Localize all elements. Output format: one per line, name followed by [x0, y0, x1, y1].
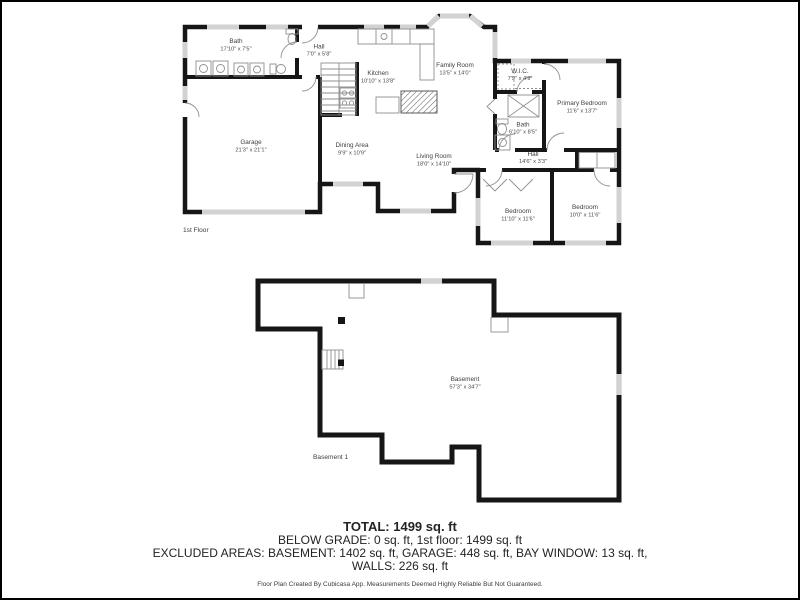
basement-floor-label: Basement 1 — [313, 454, 349, 461]
room-dims-bedroom-right: 10'0" x 11'6" — [569, 212, 601, 219]
basement-details — [322, 284, 508, 370]
room-dims-family-room: 13'5" x 14'0" — [439, 70, 471, 77]
room-dims-wic: 7'9" x 4'9" — [507, 76, 533, 82]
room-name-basement: Basement — [450, 376, 480, 383]
room-name-primary-bedroom: Primary Bedroom — [557, 100, 607, 107]
room-dims-hall-right: 14'6" x 3'3" — [518, 159, 548, 165]
room-name-hall-right: Hall — [527, 151, 539, 158]
hatched-feature — [401, 91, 437, 113]
room-dims-basement: 57'3" x 34'7" — [449, 384, 481, 391]
basement-floor-plan — [258, 281, 619, 500]
first-floor-label: 1st Floor — [183, 227, 209, 234]
room-name-living-room: Living Room — [416, 153, 452, 160]
room-dims-bath-main: 17'10" x 7'5" — [220, 46, 252, 53]
room-dims-primary-bedroom: 11'6" x 13'7" — [566, 108, 598, 115]
excluded-areas-line: EXCLUDED AREAS: BASEMENT: 1402 sq. ft, GARAGE: 448 sq. ft, BAY WINDOW: 13 sq. ft, — [152, 546, 648, 561]
room-name-family-room: Family Room — [436, 62, 474, 69]
area-summary — [2, 520, 798, 588]
room-name-bath-main: Bath — [229, 38, 243, 45]
room-name-bath-ensuite: Bath — [516, 121, 530, 129]
room-name-garage: Garage — [240, 139, 262, 146]
room-dims-dining-area: 9'9" x 10'9" — [337, 150, 367, 157]
floor-plan-canvas — [2, 2, 800, 600]
room-dims-kitchen: 10'10" x 13'8" — [360, 78, 396, 85]
room-dims-hall-top: 7'0" x 5'8" — [306, 51, 332, 58]
room-name-kitchen: Kitchen — [367, 70, 389, 77]
room-dims-bath-ensuite: 6'10" x 8'5" — [508, 129, 538, 136]
room-name-dining-area: Dining Area — [335, 142, 369, 149]
below-grade-line: BELOW GRADE: 0 sq. ft, 1st floor: 1499 sq. ft — [277, 533, 523, 547]
basement-walls — [258, 281, 619, 500]
total-area-line: TOTAL: 1499 sq. ft — [343, 519, 457, 534]
room-dims-living-room: 18'0" x 14'10" — [416, 161, 452, 168]
walls-area-line: WALLS: 226 sq. ft — [351, 559, 449, 574]
room-name-wic: W.I.C. — [511, 68, 529, 75]
room-name-bedroom-right: Bedroom — [572, 204, 598, 211]
disclaimer-text: Floor Plan Created By Cubicasa App. Measurements Deemed Highly Reliable But Not Guaranteed. — [257, 580, 543, 588]
room-dims-garage: 21'3" x 21'1" — [235, 147, 267, 154]
room-dims-bedroom-left: 11'10" x 11'6" — [501, 216, 535, 223]
first-floor-plan — [183, 16, 619, 243]
room-name-hall-top: Hall — [313, 43, 325, 51]
room-name-bedroom-left: Bedroom — [505, 208, 531, 215]
